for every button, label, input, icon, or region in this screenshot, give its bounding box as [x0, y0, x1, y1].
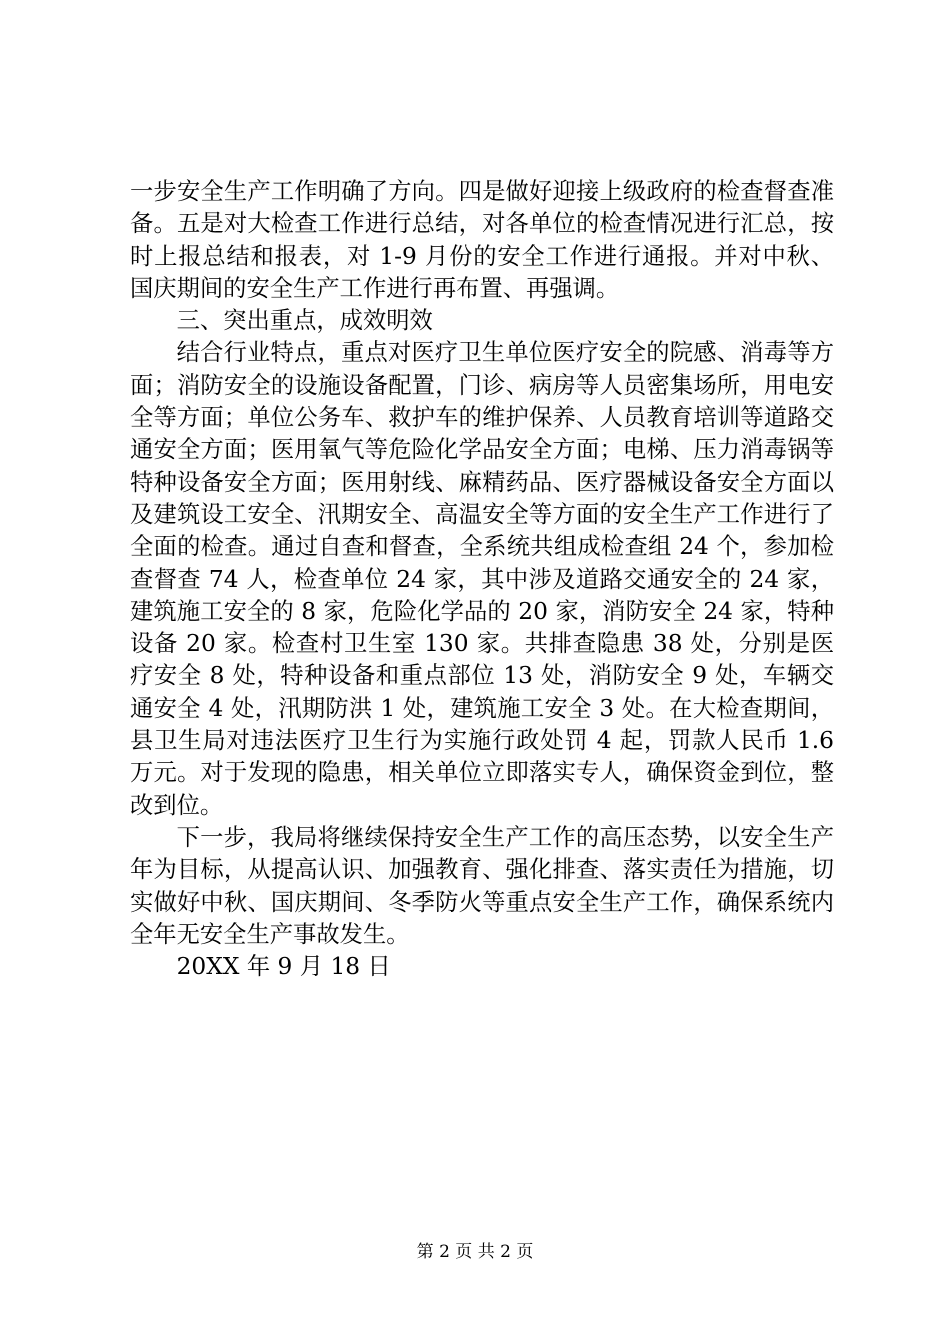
document-body: [130, 176, 834, 983]
paragraph-continuation: 一步安全生产工作明确了方向。四是做好迎接上级政府的检查督查准备。五是对大检查工作进行总结，对各单位的检查情况进行汇总，按时上报总结和报表，对 1-9 月份的安全工作进行通报。并对中秋、国庆期间的安全生产工作进行再布置、再强调。: [130, 178, 834, 302]
section-heading: 三、突出重点，成效明效: [176, 307, 433, 335]
page-number: 第 2 页 共 2 页: [416, 1242, 534, 1262]
document-date: 20XX 年 9 月 18 日: [176, 953, 391, 981]
paragraph-next-steps: 下一步，我局将继续保持安全生产工作的高压态势，以安全生产年为目标，从提高认识、加强教育、强化排查、落实责任为措施，切实做好中秋、国庆期间、冬季防火等重点安全生产工作，确保系统内全年无安全生产事故发生。: [130, 823, 834, 948]
paragraph-inspection-results: 结合行业特点，重点对医疗卫生单位医疗安全的院感、消毒等方面；消防安全的设施设备配置，门诊、病房等人员密集场所，用电安全等方面；单位公务车、救护车的维护保养、人员教育培训等道路交通安全方面；医用氧气等危险化学品安全方面；电梯、压力消毒锅等特种设备安全方面；医用射线、麻精药品、医疗器械设备安全方面以及建筑设工安全、汛期安全、高温安全等方面的安全生产工作进行了全面的检查。通过自查和督查，全系统共组成检查组 24 个，参加检查督查 74 人，检查单位 24 家，其中涉及道路交通安全的 24 家，建筑施工安全的 8 家，危险化学品的 20 家，消防安全 24 家，特种设备 20 家。检查村卫生室 130 家。共排查隐患 38 处，分别是医疗安全 8 处，特种设备和重点部位 13 处，消防安全 9 处，车辆交通安全 4 处，汛期防洪 1 处，建筑施工安全 3 处。在大检查期间，县卫生局对违法医疗卫生行为实施行政处罚 4 起，罚款人民币 1.6 万元。对于发现的隐患，相关单位立即落实专人，确保资金到位，整改到位。: [130, 339, 834, 819]
